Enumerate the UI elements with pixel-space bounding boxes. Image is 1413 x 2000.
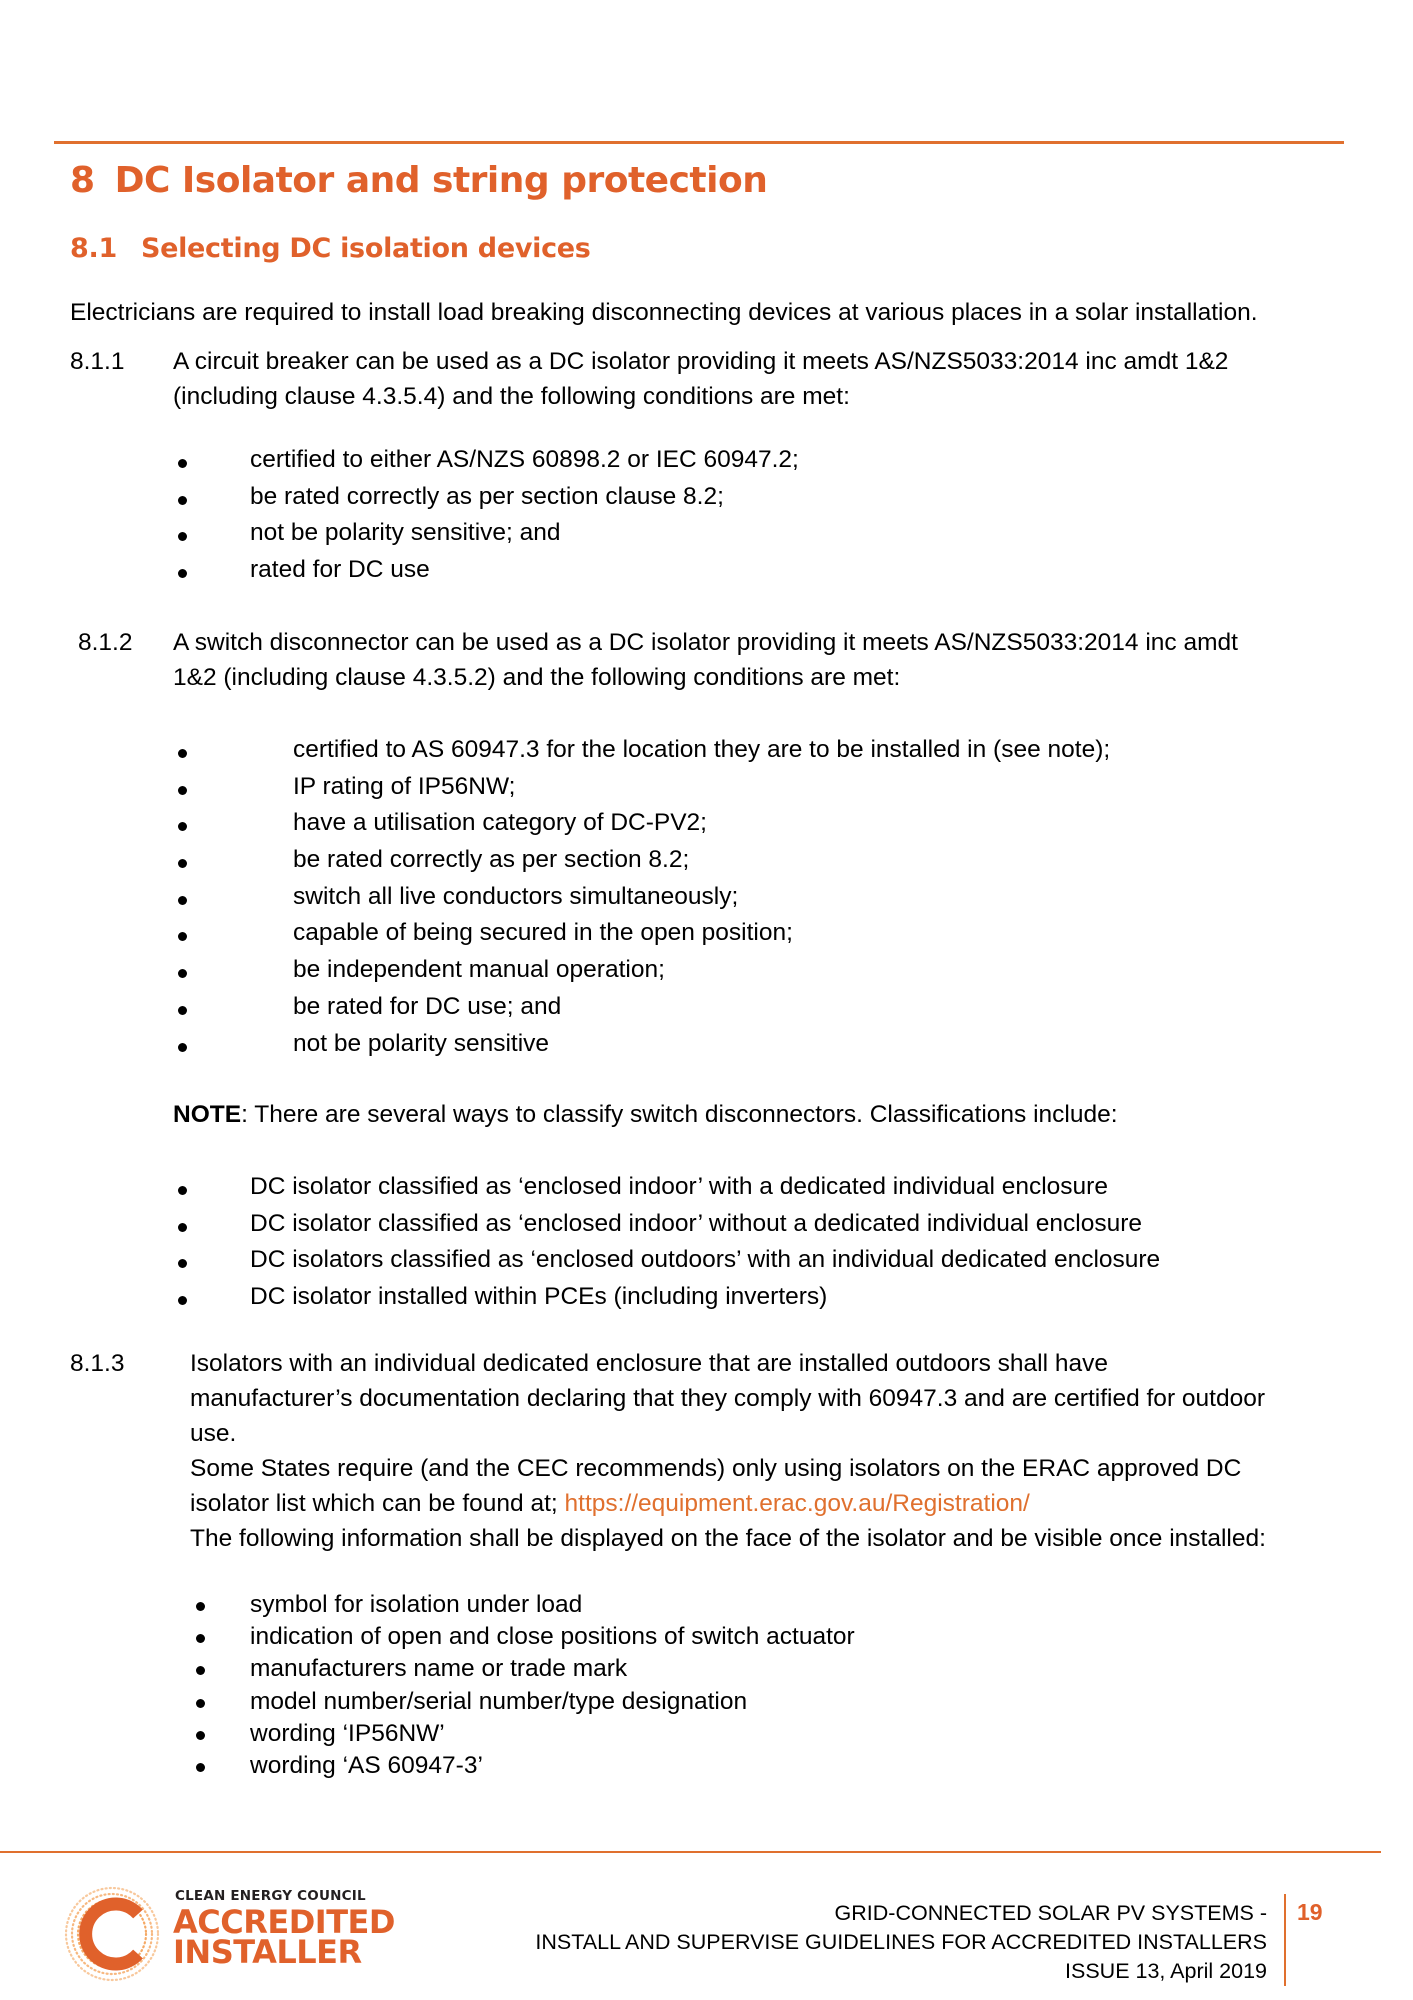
clause-number-811: 8.1.1 xyxy=(70,348,125,375)
bullet-icon xyxy=(196,1731,205,1740)
logo-line1: CLEAN ENERGY COUNCIL xyxy=(175,1888,366,1904)
footer-line1: GRID-CONNECTED SOLAR PV SYSTEMS - xyxy=(834,1901,1267,1925)
bullet-icon xyxy=(178,786,187,795)
bullet-icon xyxy=(178,896,187,905)
page-number: 19 xyxy=(1297,1899,1323,1925)
list-item: IP rating of IP56NW; xyxy=(178,773,1110,810)
clause-811-bullets xyxy=(178,446,799,593)
list-item: DC isolator installed within PCEs (including inverters) xyxy=(178,1283,1160,1320)
header-rule xyxy=(54,141,1344,144)
cec-accredited-installer-logo xyxy=(62,1884,402,1984)
clause-812-line: A switch disconnector can be used as a DC isolator providing it meets AS/NZS5033:2014 inc amdt xyxy=(173,629,1238,656)
bullet-icon xyxy=(178,1296,187,1305)
clause-811-line: A circuit breaker can be used as a DC isolator providing it meets AS/NZS5033:2014 inc amdt 1&2 xyxy=(173,348,1229,375)
bullet-icon xyxy=(178,569,187,578)
list-item: wording ‘AS 60947-3’ xyxy=(196,1752,855,1784)
subsection-title: Selecting DC isolation devices xyxy=(140,233,591,264)
list-item: rated for DC use xyxy=(178,556,799,593)
list-item: symbol for isolation under load xyxy=(196,1591,855,1623)
bullet-icon xyxy=(178,1043,187,1052)
clause-number-813: 8.1.3 xyxy=(70,1350,125,1377)
subsection-number: 8.1 xyxy=(70,233,117,264)
bullet-icon xyxy=(178,969,187,978)
list-item: model number/serial number/type designation xyxy=(196,1688,855,1720)
list-item: DC isolator classified as ‘enclosed indoor’ with a dedicated individual enclosure xyxy=(178,1173,1160,1210)
list-item: certified to AS 60947.3 for the location they are to be installed in (see note); xyxy=(178,736,1110,773)
list-item: indication of open and close positions of switch actuator xyxy=(196,1623,855,1655)
bullet-icon xyxy=(178,459,187,468)
bullet-icon xyxy=(178,859,187,868)
list-item: DC isolators classified as ‘enclosed outdoors’ with an individual dedicated enclosure xyxy=(178,1246,1160,1283)
list-item: be rated correctly as per section 8.2; xyxy=(178,846,1110,883)
bullet-icon xyxy=(178,496,187,505)
list-item: switch all live conductors simultaneously; xyxy=(178,883,1110,920)
clause-811-text xyxy=(173,344,1228,414)
footer-line3: ISSUE 13, April 2019 xyxy=(1065,1959,1267,1983)
list-item: be independent manual operation; xyxy=(178,956,1110,993)
list-item: be rated for DC use; and xyxy=(178,993,1110,1030)
clause-813-link-line xyxy=(190,1486,1266,1521)
section-title: DC Isolator and string protection xyxy=(114,160,768,201)
clause-812-bullets xyxy=(178,736,1110,1066)
intro-paragraph: Electricians are required to install load breaking disconnecting devices at various places in a solar installation. xyxy=(70,299,1258,326)
clause-813-line: Some States require (and the CEC recommends) only using isolators on the ERAC approved DC xyxy=(190,1455,1242,1482)
bullet-icon xyxy=(196,1634,205,1643)
bullet-icon xyxy=(178,749,187,758)
bullet-icon xyxy=(196,1699,205,1708)
sunburst-c-icon xyxy=(62,1884,162,1984)
clause-813-line: manufacturer’s documentation declaring that they comply with 60947.3 and are certified for outdoor xyxy=(190,1385,1265,1412)
logo-line3: INSTALLER xyxy=(173,1933,362,1971)
bullet-icon xyxy=(178,932,187,941)
footer-document-title xyxy=(535,1899,1267,1986)
clause-812-text xyxy=(173,625,1238,695)
clause-813-line: Isolators with an individual dedicated enclosure that are installed outdoors shall have xyxy=(190,1350,1108,1377)
note-paragraph xyxy=(173,1097,1118,1132)
clause-813-text xyxy=(190,1346,1266,1556)
bullet-icon xyxy=(196,1602,205,1611)
link-prefix: isolator list which can be found at; xyxy=(190,1490,565,1517)
logo-line2: ACCREDITED xyxy=(173,1903,395,1941)
clause-813-bullets xyxy=(196,1591,855,1784)
bullet-icon xyxy=(178,1259,187,1268)
clause-811-line: (including clause 4.3.5.4) and the following conditions are met: xyxy=(173,383,850,410)
list-item: not be polarity sensitive xyxy=(178,1030,1110,1067)
bullet-icon xyxy=(196,1666,205,1675)
list-item: manufacturers name or trade mark xyxy=(196,1655,855,1687)
clause-813-line: The following information shall be displayed on the face of the isolator and be visible once installed: xyxy=(190,1525,1266,1552)
bullet-icon xyxy=(196,1763,205,1772)
list-item: be rated correctly as per section clause 8.2; xyxy=(178,483,799,520)
list-item: DC isolator classified as ‘enclosed indoor’ without a dedicated individual enclosure xyxy=(178,1210,1160,1247)
note-text: : There are several ways to classify switch disconnectors. Classifications include: xyxy=(241,1101,1118,1128)
footer-rule xyxy=(0,1851,1381,1853)
bullet-icon xyxy=(178,532,187,541)
subsection-heading xyxy=(70,233,591,264)
bullet-icon xyxy=(178,1223,187,1232)
clause-number-812: 8.1.2 xyxy=(78,629,133,656)
list-item: capable of being secured in the open position; xyxy=(178,919,1110,956)
list-item: have a utilisation category of DC-PV2; xyxy=(178,809,1110,846)
section-heading xyxy=(70,160,767,201)
bullet-icon xyxy=(178,1006,187,1015)
clause-812-line: 1&2 (including clause 4.3.5.2) and the following conditions are met: xyxy=(173,664,901,691)
bullet-icon xyxy=(178,822,187,831)
list-item: wording ‘IP56NW’ xyxy=(196,1720,855,1752)
list-item: not be polarity sensitive; and xyxy=(178,519,799,556)
footer-line2: INSTALL AND SUPERVISE GUIDELINES FOR ACCREDITED INSTALLERS xyxy=(535,1930,1267,1954)
list-item: certified to either AS/NZS 60898.2 or IEC 60947.2; xyxy=(178,446,799,483)
note-bullets xyxy=(178,1173,1160,1320)
erac-registration-link[interactable]: https://equipment.erac.gov.au/Registration/ xyxy=(564,1490,1030,1517)
bullet-icon xyxy=(178,1186,187,1195)
footer-separator xyxy=(1284,1894,1286,1986)
note-label: NOTE xyxy=(173,1101,242,1128)
clause-813-line: use. xyxy=(190,1420,237,1447)
section-number: 8 xyxy=(70,160,95,201)
